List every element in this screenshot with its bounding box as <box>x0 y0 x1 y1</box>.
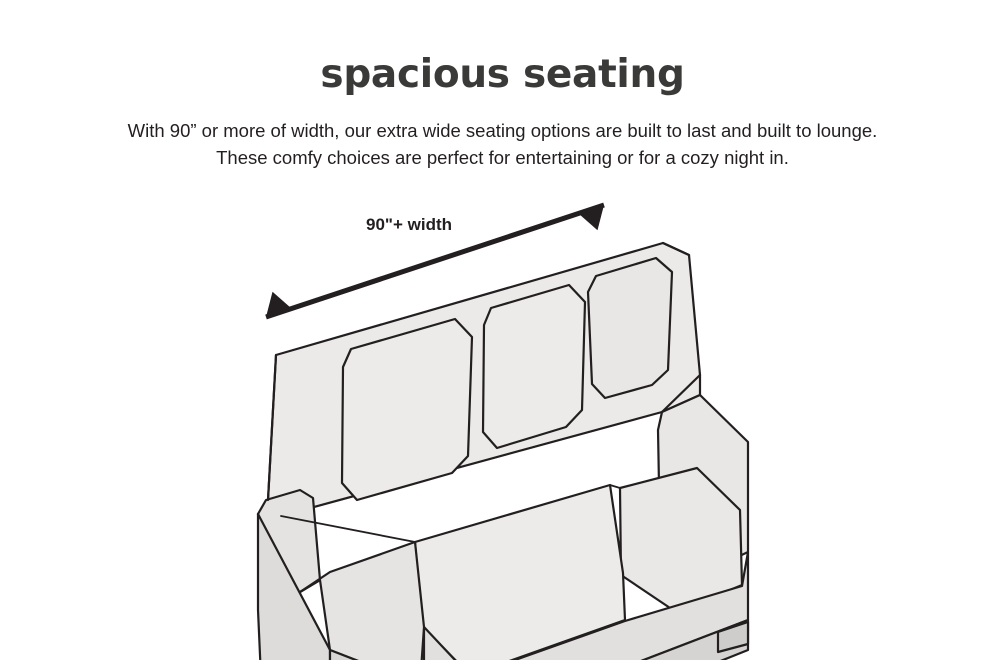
description-line-2: These comfy choices are perfect for entertaining or for a cozy night in. <box>216 147 789 168</box>
description-line-1: With 90” or more of width, our extra wide seating options are built to last and built to lounge. <box>127 120 878 141</box>
sofa-illustration <box>0 180 1005 660</box>
seam-seat-divider <box>610 485 620 488</box>
width-dimension-label: 90"+ width <box>366 215 452 234</box>
page-title: spacious seating <box>320 52 685 97</box>
description-text <box>93 117 913 171</box>
sofa-body <box>258 243 748 660</box>
back-cushion-right <box>588 258 672 398</box>
back-cushion-middle <box>483 285 585 448</box>
sofa-line-drawing-svg <box>0 180 1005 660</box>
back-cushion-left <box>342 319 472 500</box>
